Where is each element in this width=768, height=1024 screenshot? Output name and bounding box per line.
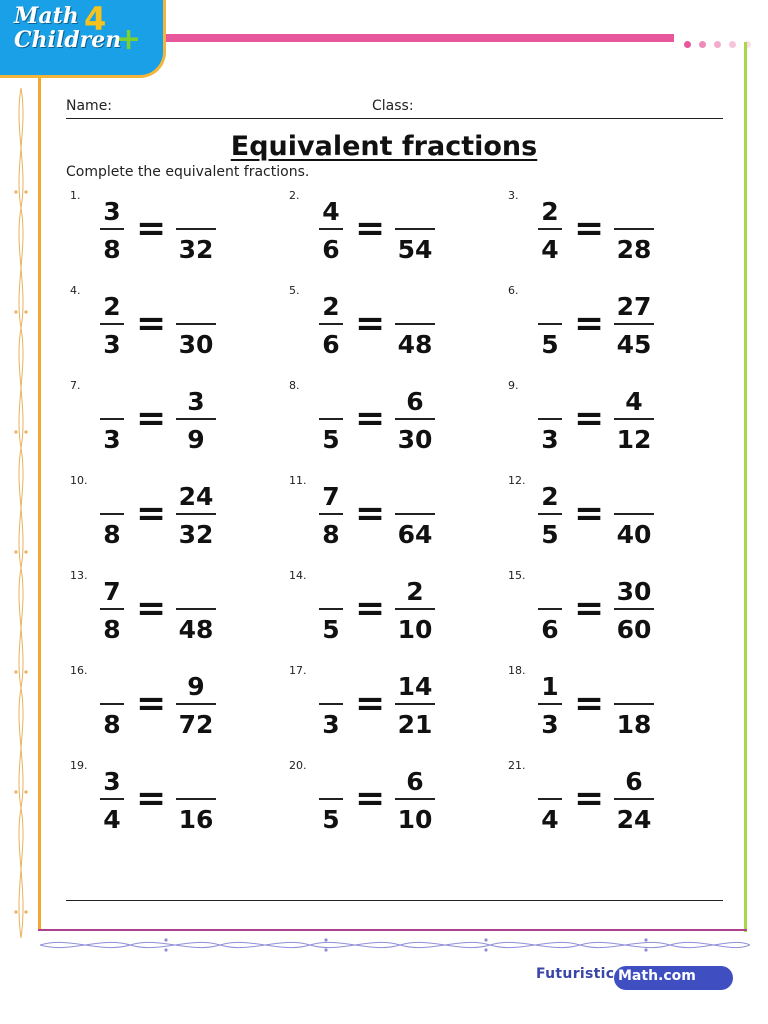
problem-number: 18.: [508, 664, 526, 677]
right-fraction: [612, 474, 656, 554]
left-fraction: [528, 189, 572, 269]
footer-line: [66, 900, 723, 901]
equals-sign: =: [355, 683, 386, 724]
problem-number: 16.: [70, 664, 88, 677]
denominator[interactable]: 30: [178, 330, 214, 359]
problem-number: 2.: [289, 189, 300, 202]
problem-number: 13.: [70, 569, 88, 582]
fraction-bar: [100, 703, 124, 705]
fraction-bar: [319, 323, 343, 325]
left-fraction: [528, 569, 572, 649]
left-fraction: [528, 759, 572, 839]
fraction-bar: [614, 323, 654, 325]
denominator[interactable]: 16: [178, 805, 214, 834]
denominator[interactable]: 10: [397, 615, 433, 644]
numerator[interactable]: 3: [187, 387, 205, 416]
equals-sign: =: [574, 683, 605, 724]
denominator[interactable]: 3: [541, 710, 559, 739]
denominator[interactable]: 9: [187, 425, 205, 454]
denominator[interactable]: 5: [541, 520, 559, 549]
fraction-bar: [614, 703, 654, 705]
equals-sign: =: [136, 208, 167, 249]
denominator[interactable]: 48: [397, 330, 433, 359]
problem-item: [70, 759, 260, 839]
right-fraction: [612, 759, 656, 839]
denominator[interactable]: 6: [322, 330, 340, 359]
left-fraction: [528, 664, 572, 744]
right-fraction: [393, 379, 437, 459]
top-decorative-bar: [166, 34, 674, 42]
left-fraction: [90, 569, 134, 649]
fraction-bar: [319, 418, 343, 420]
equals-sign: =: [136, 398, 167, 439]
problem-item: [289, 664, 479, 744]
brand-text: Futuristic: [536, 966, 615, 982]
right-fraction: [393, 474, 437, 554]
instructions: Complete the equivalent fractions.: [66, 164, 310, 180]
right-fraction: [393, 664, 437, 744]
denominator[interactable]: 32: [178, 235, 214, 264]
denominator[interactable]: 18: [616, 710, 652, 739]
problem-number: 11.: [289, 474, 307, 487]
right-fraction: [393, 569, 437, 649]
fraction-bar: [319, 703, 343, 705]
numerator[interactable]: 6: [406, 767, 424, 796]
page-title: Equivalent fractions: [230, 131, 538, 162]
fraction-bar: [319, 798, 343, 800]
problem-item: [70, 189, 260, 269]
problem-number: 3.: [508, 189, 519, 202]
equals-sign: =: [574, 778, 605, 819]
numerator[interactable]: 27: [616, 292, 652, 321]
left-fraction: [309, 284, 353, 364]
fraction-bar: [538, 323, 562, 325]
equals-sign: =: [574, 493, 605, 534]
problem-item: [70, 379, 260, 459]
problem-item: [70, 474, 260, 554]
name-class-line: [66, 98, 723, 119]
problem-number: 8.: [289, 379, 300, 392]
denominator[interactable]: 45: [616, 330, 652, 359]
equals-sign: =: [574, 398, 605, 439]
problem-item: [289, 189, 479, 269]
left-fraction: [309, 569, 353, 649]
denominator[interactable]: 3: [103, 330, 121, 359]
left-fraction: [90, 284, 134, 364]
numerator[interactable]: 14: [397, 672, 433, 701]
top-decorative-dots: [684, 33, 759, 52]
fraction-bar: [395, 228, 435, 230]
denominator[interactable]: 48: [178, 615, 214, 644]
right-fraction: [393, 189, 437, 269]
left-fraction: [90, 189, 134, 269]
left-fraction: [90, 759, 134, 839]
denominator[interactable]: 5: [322, 425, 340, 454]
fraction-bar: [100, 513, 124, 515]
denominator[interactable]: 21: [397, 710, 433, 739]
equals-sign: =: [136, 303, 167, 344]
brand-logo: [0, 0, 166, 78]
fraction-bar: [614, 228, 654, 230]
left-fraction: [528, 474, 572, 554]
frame-left-border: [38, 78, 41, 930]
denominator[interactable]: 8: [322, 520, 340, 549]
denominator[interactable]: 72: [178, 710, 214, 739]
fraction-bar: [100, 418, 124, 420]
problem-item: [289, 569, 479, 649]
fraction-bar: [538, 703, 562, 705]
problem-item: [508, 189, 698, 269]
numerator[interactable]: 2: [322, 292, 340, 321]
equals-sign: =: [355, 493, 386, 534]
right-fraction: [612, 379, 656, 459]
fraction-bar: [176, 703, 216, 705]
problem-number: 17.: [289, 664, 307, 677]
problem-number: 6.: [508, 284, 519, 297]
fraction-bar: [614, 513, 654, 515]
denominator[interactable]: 8: [103, 235, 121, 264]
name-label: Name:: [66, 98, 113, 114]
numerator[interactable]: 6: [625, 767, 643, 796]
fraction-bar: [176, 323, 216, 325]
equals-sign: =: [355, 208, 386, 249]
problem-item: [508, 664, 698, 744]
numerator[interactable]: 2: [103, 292, 121, 321]
equals-sign: =: [355, 398, 386, 439]
problem-item: [70, 569, 260, 649]
denominator[interactable]: 64: [397, 520, 433, 549]
right-fraction: [612, 189, 656, 269]
fraction-bar: [100, 798, 124, 800]
fraction-bar: [538, 228, 562, 230]
problem-number: 10.: [70, 474, 88, 487]
numerator[interactable]: 7: [322, 482, 340, 511]
equals-sign: =: [355, 778, 386, 819]
fraction-bar: [176, 418, 216, 420]
numerator[interactable]: 3: [103, 197, 121, 226]
denominator[interactable]: 10: [397, 805, 433, 834]
problem-number: 4.: [70, 284, 81, 297]
problem-item: [289, 759, 479, 839]
logo-plus-glyph: +: [116, 22, 142, 57]
fraction-bar: [100, 608, 124, 610]
numerator[interactable]: 2: [541, 482, 559, 511]
equals-sign: =: [136, 778, 167, 819]
fraction-bar: [319, 228, 343, 230]
left-fraction: [90, 664, 134, 744]
frame-right-border: [744, 42, 747, 932]
right-fraction: [174, 379, 218, 459]
fraction-bar: [614, 418, 654, 420]
right-fraction: [174, 189, 218, 269]
fraction-bar: [395, 513, 435, 515]
denominator[interactable]: 5: [322, 615, 340, 644]
denominator[interactable]: 3: [103, 425, 121, 454]
equals-sign: =: [355, 588, 386, 629]
left-fraction: [309, 759, 353, 839]
denominator[interactable]: 28: [616, 235, 652, 264]
problem-number: 5.: [289, 284, 300, 297]
denominator[interactable]: 4: [541, 805, 559, 834]
problem-item: [289, 474, 479, 554]
numerator[interactable]: 2: [541, 197, 559, 226]
problem-number: 20.: [289, 759, 307, 772]
equals-sign: =: [574, 588, 605, 629]
numerator[interactable]: 6: [406, 387, 424, 416]
problem-item: [508, 569, 698, 649]
frame-bottom-border: [38, 929, 747, 931]
numerator[interactable]: 2: [406, 577, 424, 606]
right-fraction: [174, 284, 218, 364]
logo-four-glyph: 4: [84, 0, 107, 38]
equals-sign: =: [136, 493, 167, 534]
right-fraction: [174, 664, 218, 744]
problem-number: 15.: [508, 569, 526, 582]
fraction-bar: [395, 418, 435, 420]
left-fraction: [528, 379, 572, 459]
left-fraction: [309, 379, 353, 459]
denominator[interactable]: 4: [103, 805, 121, 834]
numerator[interactable]: 4: [625, 387, 643, 416]
equals-sign: =: [574, 208, 605, 249]
denominator[interactable]: 3: [322, 710, 340, 739]
numerator[interactable]: 30: [616, 577, 652, 606]
numerator[interactable]: 1: [541, 672, 559, 701]
problem-number: 19.: [70, 759, 88, 772]
fraction-bar: [100, 228, 124, 230]
fraction-bar: [395, 703, 435, 705]
bottom-ornament-border: [40, 934, 750, 956]
fraction-bar: [319, 608, 343, 610]
logo-line-1: Math: [14, 3, 79, 29]
right-fraction: [393, 759, 437, 839]
equals-sign: =: [574, 303, 605, 344]
fraction-bar: [614, 798, 654, 800]
numerator[interactable]: 3: [103, 767, 121, 796]
numerator[interactable]: 7: [103, 577, 121, 606]
fraction-bar: [614, 608, 654, 610]
denominator[interactable]: 60: [616, 615, 652, 644]
problem-number: 21.: [508, 759, 526, 772]
fraction-bar: [395, 323, 435, 325]
problem-number: 9.: [508, 379, 519, 392]
problem-number: 12.: [508, 474, 526, 487]
fraction-bar: [176, 798, 216, 800]
problem-item: [508, 474, 698, 554]
fraction-bar: [538, 798, 562, 800]
problem-item: [289, 379, 479, 459]
right-fraction: [174, 759, 218, 839]
fraction-bar: [538, 418, 562, 420]
left-ornament-border: [10, 88, 32, 938]
denominator[interactable]: 40: [616, 520, 652, 549]
left-fraction: [309, 664, 353, 744]
denominator[interactable]: 6: [322, 235, 340, 264]
problem-number: 14.: [289, 569, 307, 582]
numerator[interactable]: 9: [187, 672, 205, 701]
equals-sign: =: [136, 588, 167, 629]
class-label: Class:: [372, 98, 414, 114]
fraction-bar: [176, 608, 216, 610]
denominator[interactable]: 5: [322, 805, 340, 834]
denominator[interactable]: 54: [397, 235, 433, 264]
fraction-bar: [176, 228, 216, 230]
problem-item: [70, 664, 260, 744]
problem-item: [70, 284, 260, 364]
fraction-bar: [538, 608, 562, 610]
problem-item: [289, 284, 479, 364]
right-fraction: [393, 284, 437, 364]
left-fraction: [309, 189, 353, 269]
problem-number: 1.: [70, 189, 81, 202]
fraction-bar: [100, 323, 124, 325]
numerator[interactable]: 24: [178, 482, 214, 511]
problem-item: [508, 379, 698, 459]
equals-sign: =: [136, 683, 167, 724]
right-fraction: [612, 664, 656, 744]
fraction-bar: [176, 513, 216, 515]
left-fraction: [309, 474, 353, 554]
problem-item: [508, 759, 698, 839]
fraction-bar: [319, 513, 343, 515]
denominator[interactable]: 24: [616, 805, 652, 834]
denominator[interactable]: 3: [541, 425, 559, 454]
right-fraction: [174, 569, 218, 649]
right-fraction: [612, 284, 656, 364]
numerator[interactable]: 4: [322, 197, 340, 226]
left-fraction: [90, 474, 134, 554]
denominator[interactable]: 12: [616, 425, 652, 454]
brand-pill: [614, 966, 733, 990]
denominator[interactable]: 8: [103, 520, 121, 549]
fraction-bar: [538, 513, 562, 515]
equals-sign: =: [355, 303, 386, 344]
denominator[interactable]: 4: [541, 235, 559, 264]
left-fraction: [528, 284, 572, 364]
logo-line-2: Children: [14, 27, 122, 53]
denominator[interactable]: 30: [397, 425, 433, 454]
denominator[interactable]: 32: [178, 520, 214, 549]
denominator[interactable]: 8: [103, 615, 121, 644]
denominator[interactable]: 6: [541, 615, 559, 644]
denominator[interactable]: 8: [103, 710, 121, 739]
fraction-bar: [395, 798, 435, 800]
right-fraction: [174, 474, 218, 554]
problem-item: [508, 284, 698, 364]
problem-number: 7.: [70, 379, 81, 392]
brand-domain: Math.com: [618, 968, 696, 984]
right-fraction: [612, 569, 656, 649]
fraction-bar: [395, 608, 435, 610]
left-fraction: [90, 379, 134, 459]
denominator[interactable]: 5: [541, 330, 559, 359]
